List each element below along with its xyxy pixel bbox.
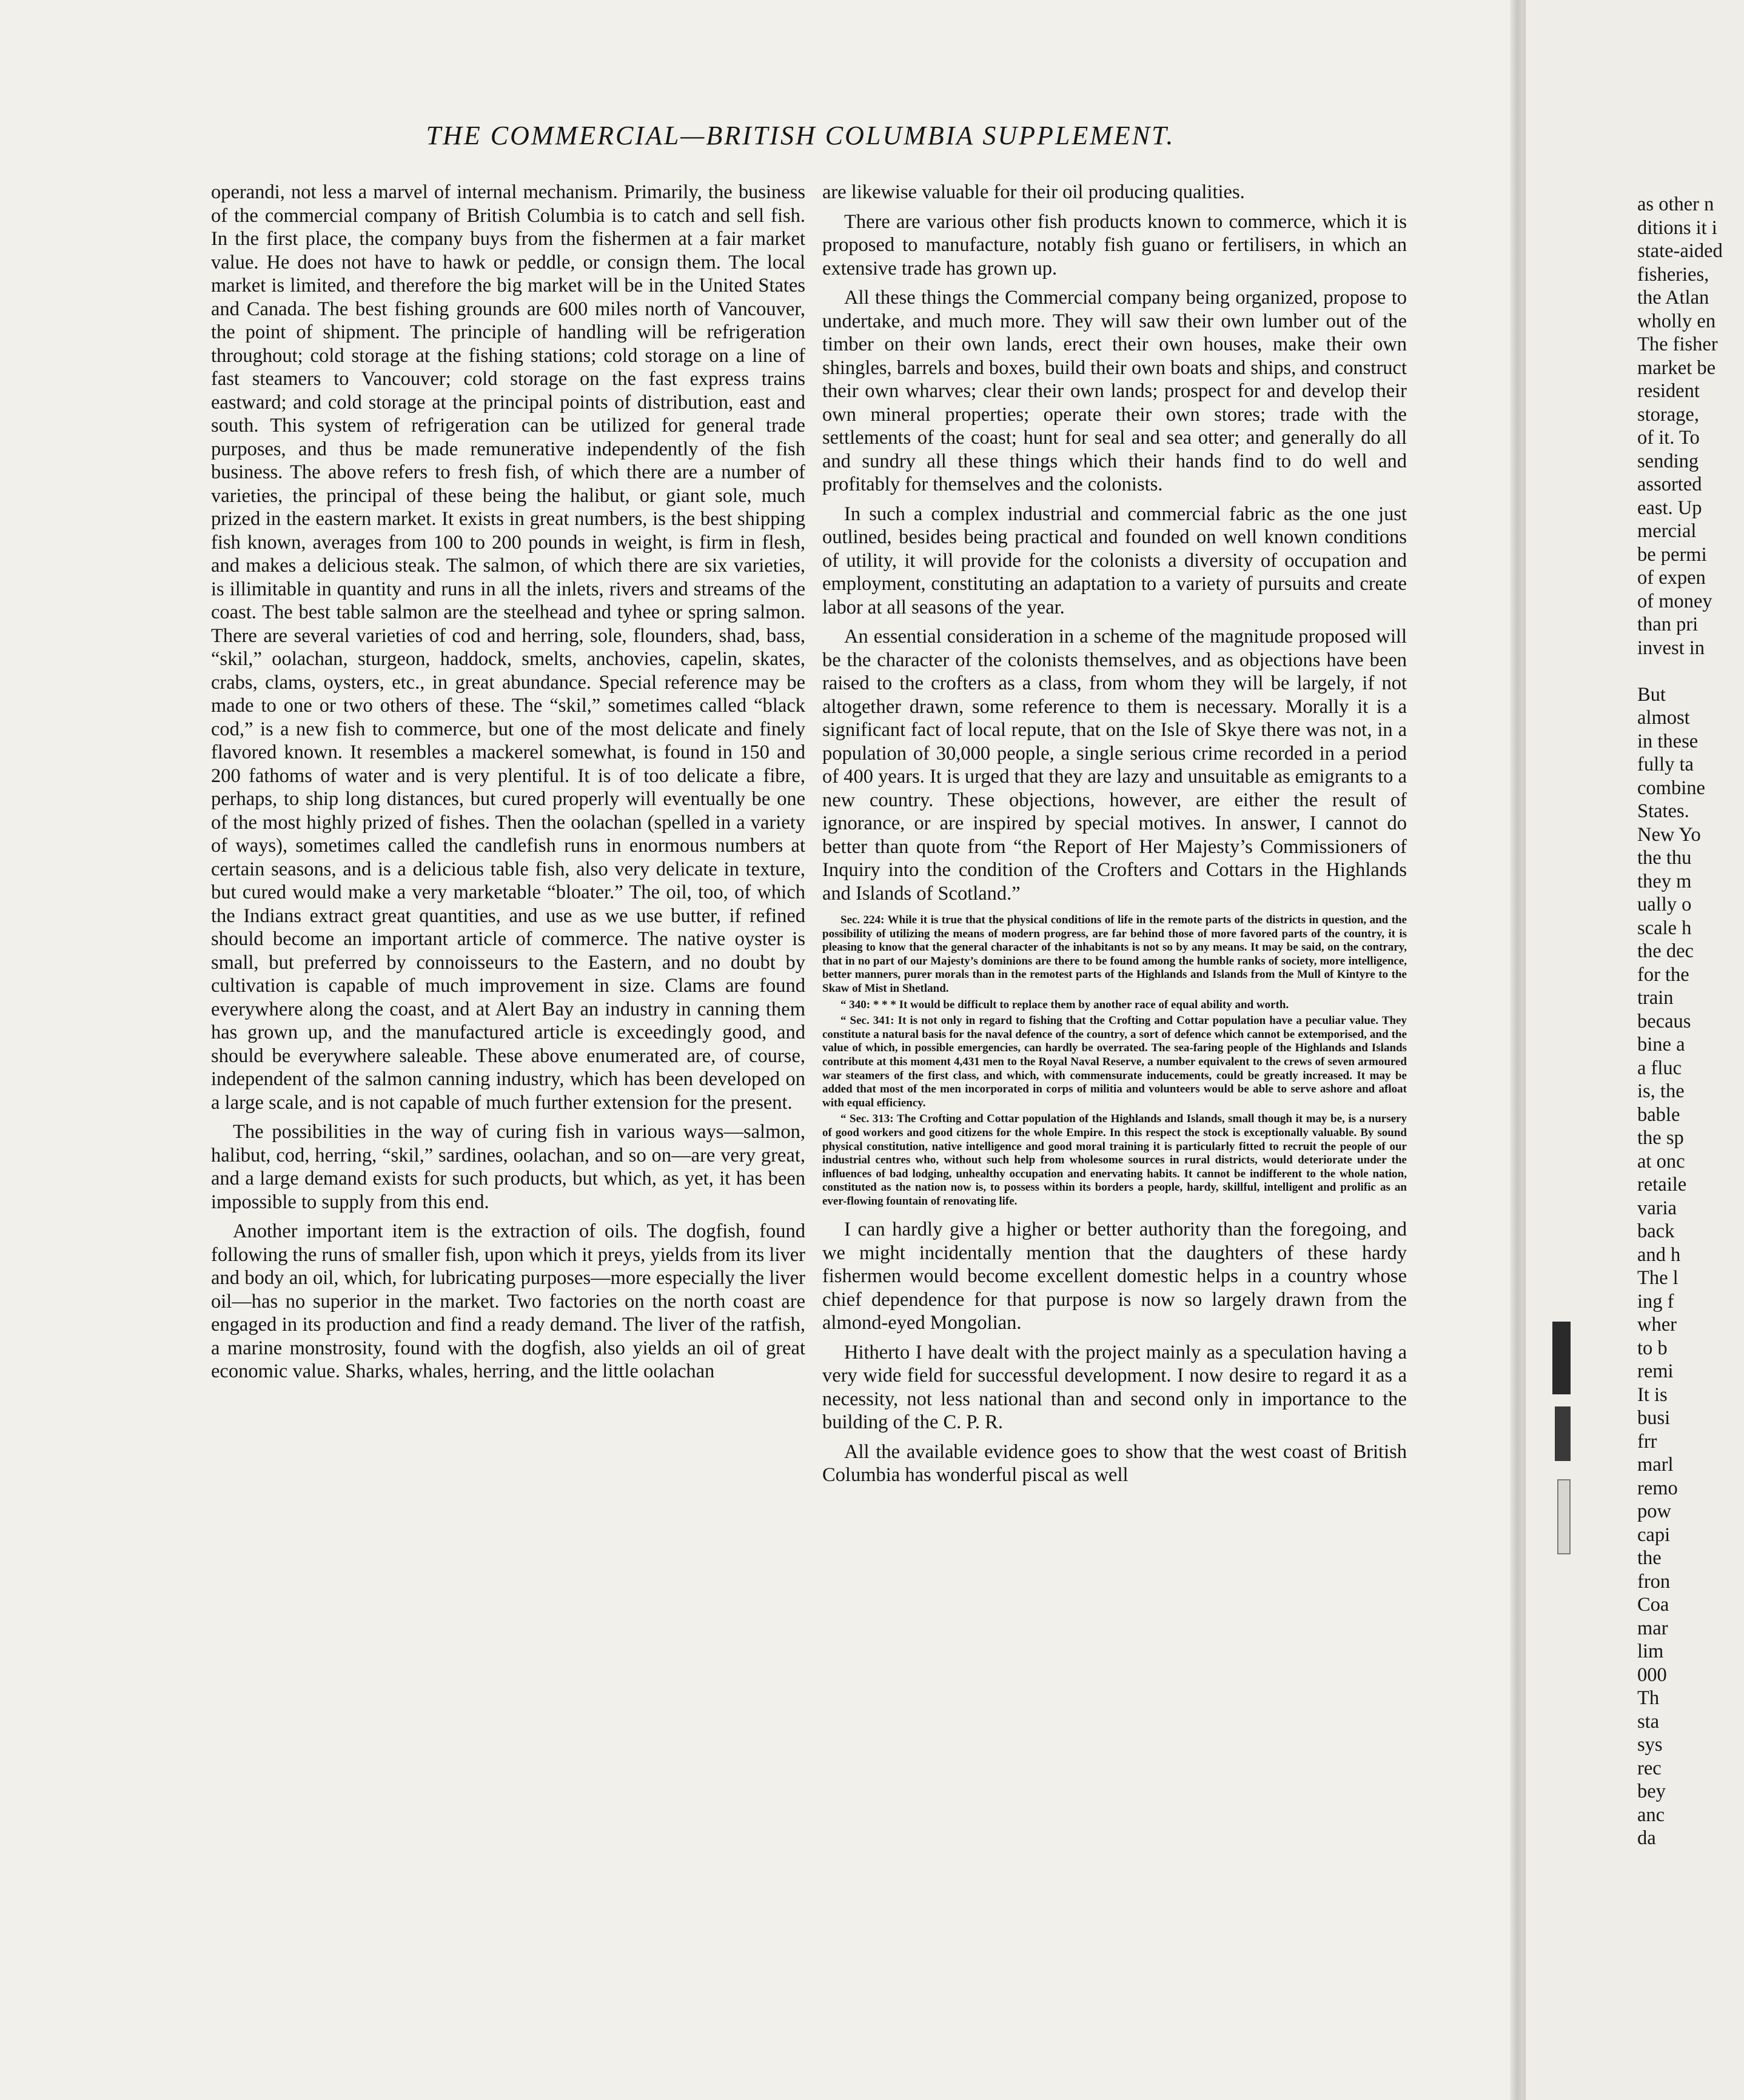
paragraph: I can hardly give a higher or better authority than the foregoing, and we might incidentally mention that the daughters of these hardy fishermen would become excellent domestic helps in a country whose chief dependence for that purpose is now so largely drawn from the almond-eyed Mongolian. [822,1219,1407,1334]
adjacent-page-text [1637,193,1744,1850]
adjacent-line: of it. To [1637,427,1700,449]
adjacent-line: ually o [1637,894,1692,915]
adjacent-line: of money [1637,590,1712,612]
adjacent-line: capi [1637,1523,1671,1546]
left-column [211,181,805,1389]
adjacent-line: state-aided [1637,240,1723,262]
adjacent-line: combine [1637,777,1705,799]
adjacent-line: invest in [1637,637,1705,659]
adjacent-line: they m [1637,870,1692,892]
adjacent-line: sta [1637,1710,1660,1733]
adjacent-line: at onc [1637,1150,1685,1172]
adjacent-line: But [1637,683,1666,706]
adjacent-line: than pri [1637,614,1699,635]
adjacent-line: the Atlan [1637,287,1709,309]
adjacent-line: scale h [1637,917,1692,939]
adjacent-line: resident [1637,380,1700,402]
adjacent-line: train [1637,987,1674,1009]
adjacent-line: bine a [1637,1034,1685,1055]
adjacent-line: lim [1637,1640,1664,1662]
adjacent-line: market be [1637,356,1716,379]
adjacent-line: and h [1637,1243,1681,1266]
quotation-paragraph: “ Sec. 313: The Crofting and Cottar population of the Highlands and Islands, small though it may be, is a nursery of good workers and good citizens for the whole Empire. In this respect the stock is exceptionally valuable. By sound physical constitution, native intelligence and good moral training it is particularly fitted to recruit the people of our industrial centres who, without such help from wholesome sources in rural districts, would deteriorate under the influences of bad lodging, unhealthy occupation and enervating habits. It cannot be indifferent to the whole nation, constituted as the nation now is, to possess within its borders a people, hardy, skillful, intelligent and prolific as an ever-flowing fountain of renovating life. [822,1112,1407,1208]
adjacent-line: varia [1637,1197,1677,1219]
adjacent-line: retaile [1637,1174,1687,1195]
adjacent-line: assorted [1637,473,1702,495]
adjacent-line: 000 [1637,1664,1667,1686]
adjacent-line: wholly en [1637,310,1716,332]
adjacent-line: becaus [1637,1010,1691,1032]
adjacent-line: fisheries, [1637,263,1709,286]
paragraph: Another important item is the extraction of oils. The dogfish, found following the runs of smaller fish, upon which it preys, yields from its liver and body an oil, which, for lubricating purposes—more especially the liver oil—has no superior in the market. Two factories on the north coast are engaged in its production and find a ready demand. The liver of the ratfish, a marine monstrosity, found with the dogfish, also yields an oil of great economic value. Sharks, whales, herring, and the little oolachan [211,1220,805,1382]
adjacent-line: anc [1637,1804,1665,1826]
adjacent-line: bey [1637,1781,1666,1802]
adjacent-line: remi [1637,1360,1674,1382]
adjacent-line: the [1637,1547,1662,1569]
running-header: THE COMMERCIAL—BRITISH COLUMBIA SUPPLEMENT. [426,121,1175,150]
adjacent-line [1637,660,1744,683]
adjacent-line: ing f [1637,1290,1674,1312]
paragraph: The possibilities in the way of curing fish in various ways—salmon, halibut, cod, herring, “skil,” sardines, oolachan, and so on—are very great, and a large demand exists for such products, but which, as yet, it has been impossible to supply from this end. [211,1121,805,1213]
adjacent-line: rec [1637,1757,1662,1779]
adjacent-line: busi [1637,1407,1671,1429]
quotation-paragraph: “ 340: * * * It would be difficult to replace them by another race of equal ability and worth. [840,998,1289,1011]
paragraph: operandi, not less a marvel of internal mechanism. Primarily, the business of the commercial company of British Columbia is to catch and sell fish. In the first place, the company buys from the fishermen at a fair market value. He does not have to hawk or peddle, or consign them. The local market is limited, and therefore the big market will be in the United States and Canada. The best fishing grounds are 600 miles north of Vancouver, the point of shipment. The principle of handling will be refrigeration throughout; cold storage at the fishing stations; cold storage on a line of fast steamers to Vancouver; cold storage on the fast express trains eastward; and cold storage at the principal points of distribution, east and south. This system of refrigeration can be utilized for general trade purposes, and thus be made remunerative independently of the fish business. The above refers to fresh fish, of which there are a number of varieties, the principal of these being the halibut, or giant sole, much prized in the eastern market. It exists in great numbers, is the best shipping fish known, averages from 100 to 200 pounds in weight, is firm in flesh, and makes a delicious steak. The salmon, of which there are six varieties, is illimitable in quantity and runs in all the inlets, rivers and streams of the coast. The best table salmon are the steelhead and tyhee or spring salmon. There are several varieties of cod and herring, sole, flounders, shad, bass, “skil,” oolachan, sturgeon, haddock, smelts, anchovies, capelin, skates, crabs, clams, oysters, etc., in great abundance. Special reference may be made to one or two others of these. The “skil,” sometimes called “black cod,” is a new fish to commerce, but one of the most delicate and finely flavored known. It resembles a mackerel somewhat, is found in 150 and 200 fathoms of water and is very plentiful. It is of too delicate a fibre, perhaps, to ship long distances, but cured properly will eventually be one of the most highly prized of fishes. Then the oolachan (spelled in a variety of ways), sometimes called the candlefish runs in enormous numbers at certain seasons, and is a delicious table fish, also very delicate in texture, but cured would make a very marketable “bloater.” The oil, too, of which the Indians extract great quantities, and use as we use butter, if refined should become an important article of commerce. The native oyster is small, but preferred by connoisseurs to the Eastern, and no doubt by cultivation is capable of much improvement in size. Clams are found everywhere along the coast, and at Alert Bay an industry in canning them has grown up, and the manufactured article is exceedingly good, and should be everywhere saleable. These above enumerated are, of course, independent of the salmon canning industry, which has been developed on a large scale, and is not capable of much further extension for the present. [211,181,805,1114]
adjacent-line: the thu [1637,847,1692,869]
adjacent-line: in these [1637,730,1699,752]
quotation-paragraph: “ Sec. 341: It is not only in regard to fishing that the Crofting and Cottar population have a peculiar value. They constitute a natural basis for the naval defence of the country, a sort of defence which cannot be extemporised, and the value of which, in possible emergencies, can hardly be overrated. The sea-faring people of the Highlands and Islands contribute at this moment 4,431 men to the Royal Naval Reserve, a number equivalent to the crews of seven armoured war steamers of the first class, and which, with commensurate inducements, could be greatly increased. It may be added that most of the men incorporated in corps of militia and volunteers would be able to serve ashore and afloat with equal efficiency. [822,1014,1407,1109]
paragraph: In such a complex industrial and commercial fabric as the one just outlined, besides being practical and founded on well known conditions of utility, it will provide for the colonists a diversity of occupation and employment, constituting an adaptation to a variety of pursuits and create labor at all seasons of the year. [822,503,1407,618]
adjacent-line: as other n [1637,193,1714,215]
paragraph: Hitherto I have dealt with the project mainly as a speculation having a very wide field for successful development. I now desire to regard it as a necessity, not less national than and second only in importance to the building of the C. P. R. [822,1341,1407,1434]
paragraph: are likewise valuable for their oil producing qualities. [822,181,1245,203]
binding-tape [1552,1322,1579,1564]
adjacent-line: The fisher [1637,333,1718,355]
adjacent-line: frr [1637,1430,1657,1453]
quotation-paragraph: Sec. 224: While it is true that the physical conditions of life in the remote parts of the districts in question, and the possibility of utilizing the means of modern progress, are far behind those of more favored parts of the country, it is pleasing to know that the general character of the inhabitants is not so by any means. It may be said, on the contrary, that in no part of our Majesty’s dominions are there to be found among the humble ranks of society, more intelligence, better manners, purer morals than in the remotest parts of the Highlands and Islands from the Mull of Kintyre to the Skaw of Mist in Shetland. [822,914,1407,995]
adjacent-line: of expen [1637,567,1706,589]
adjacent-line: for the [1637,963,1689,986]
adjacent-line: mercial [1637,520,1697,542]
adjacent-line: back [1637,1220,1675,1242]
adjacent-line: sending [1637,450,1699,472]
adjacent-line: ditions it i [1637,216,1717,239]
paragraph: All these things the Commercial company being organized, propose to undertake, and much more. They will saw their own lumber out of the timber on their own lands, erect their own houses, make their own shingles, barrels and boxes, build their own boats and ships, and construct their own wharves; clear their own lands; prospect for and develop their own mineral properties; operate their own stores; trade with the settlements of the coast; hunt for seal and sea otter; and generally do all and sundry all these things which their hands find to do well and profitably for themselves and the colonists. [822,287,1407,495]
adjacent-line: mar [1637,1617,1668,1639]
adjacent-line: marl [1637,1454,1674,1476]
adjacent-line: Th [1637,1687,1660,1709]
adjacent-line: The l [1637,1267,1679,1289]
adjacent-line: east. Up [1637,497,1702,519]
adjacent-line: It is [1637,1383,1668,1406]
middle-column [822,181,1407,1493]
adjacent-line: to b [1637,1337,1668,1359]
paragraph: An essential consideration in a scheme of the magnitude proposed will be the character of the colonists themselves, and as objections have been raised to the crofters as a class, from whom they will be largely, if not altogether drawn, some reference to them is necessary. Morally it is a significant fact of local repute, that on the Isle of Skye there was not, in a population of 30,000 people, a single serious crime recorded in a period of 400 years. It is urged that they are lazy and unsuitable as emigrants to a new country. These objections, however, are either the result of ignorance, or are inspired by special motives. In answer, I cannot do better than quote from “the Report of Her Majesty’s Commissioners of Inquiry into the condition of the Crofters and Cottars in the Highlands and Islands of Scotland.” [822,626,1407,905]
adjacent-line: bable [1637,1103,1680,1126]
paragraph: There are various other fish products known to commerce, which it is proposed to manufacture, notably fish guano or fertilisers, in which an extensive trade has grown up. [822,210,1407,279]
adjacent-line: a fluc [1637,1057,1682,1079]
adjacent-line: the dec [1637,940,1694,962]
adjacent-line: New Yo [1637,823,1701,846]
adjacent-line: States. [1637,800,1689,822]
adjacent-line: pow [1637,1500,1671,1522]
adjacent-line: da [1637,1827,1656,1849]
report-quotation [822,914,1407,1208]
adjacent-line: sys [1637,1734,1663,1756]
paragraph: All the available evidence goes to show that the west coast of British Columbia has wonderful piscal as well [822,1440,1407,1486]
adjacent-line: remo [1637,1477,1678,1499]
adjacent-line: is, the [1637,1080,1685,1102]
adjacent-line: fron [1637,1570,1671,1593]
adjacent-line: Coa [1637,1594,1669,1616]
adjacent-line: fully ta [1637,754,1694,775]
adjacent-line: wher [1637,1314,1677,1336]
adjacent-line: the sp [1637,1127,1684,1149]
adjacent-line: storage, [1637,403,1699,426]
adjacent-line: be permi [1637,543,1707,566]
adjacent-line: almost [1637,707,1690,729]
